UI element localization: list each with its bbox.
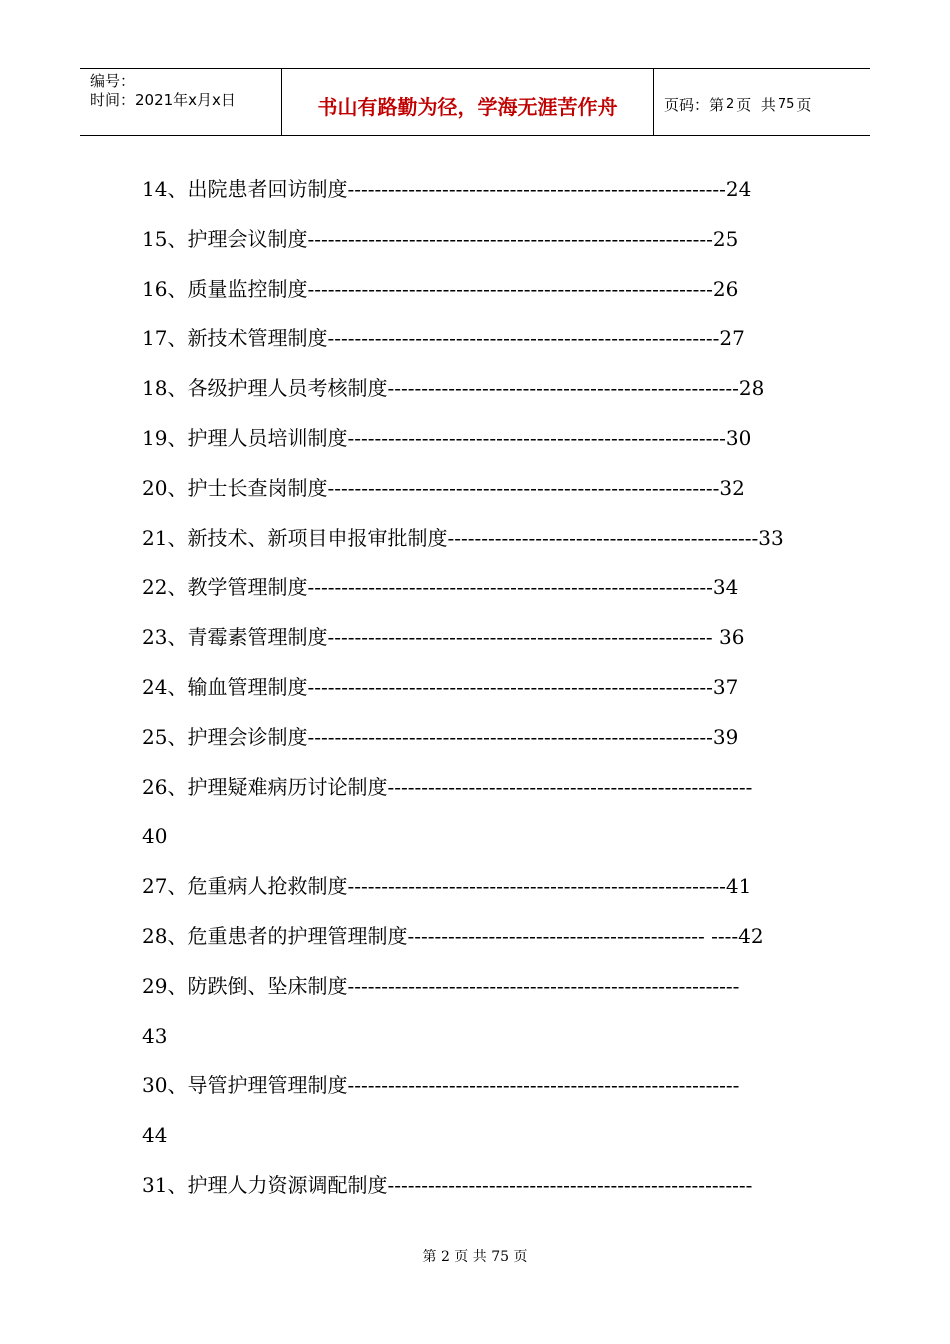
toc-line: 25、护理会诊制度------------------------------------------------------------39	[142, 724, 739, 749]
header-page-info	[654, 69, 870, 135]
toc-line: 22、教学管理制度------------------------------------------------------------34	[142, 575, 739, 600]
table-of-contents	[142, 165, 808, 1211]
toc-line: 44	[142, 1123, 168, 1148]
toc-line: 26、护理疑难病历讨论制度------------------------------------------------------	[142, 774, 753, 799]
page-current: 2	[726, 96, 735, 112]
toc-line: 17、新技术管理制度----------------------------------------------------------27	[142, 326, 745, 351]
time-label: 时间：2021年x月x日	[90, 91, 236, 109]
page-prefix: 页码：第	[664, 95, 725, 114]
page-mid: 页 共	[736, 95, 776, 114]
page-total: 75	[777, 96, 795, 112]
header-meta	[80, 69, 282, 135]
toc-line: 27、危重病人抢救制度--------------------------------------------------------41	[142, 874, 752, 899]
toc-line: 40	[142, 824, 168, 849]
toc-line: 28、危重患者的护理管理制度-------------------------------------------- ----42	[142, 923, 764, 948]
number-label: 编号：	[90, 72, 136, 90]
toc-line: 16、质量监控制度------------------------------------------------------------26	[142, 276, 739, 301]
page-header	[80, 68, 870, 136]
page-suffix: 页	[796, 95, 812, 114]
toc-line: 14、出院患者回访制度--------------------------------------------------------24	[142, 177, 752, 201]
toc-line: 23、青霉素管理制度--------------------------------------------------------- 36	[142, 625, 745, 650]
toc-line: 15、护理会议制度------------------------------------------------------------25	[142, 226, 739, 251]
toc-line: 18、各级护理人员考核制度----------------------------------------------------28	[142, 376, 765, 401]
toc-line: 31、护理人力资源调配制度------------------------------------------------------	[142, 1172, 753, 1197]
toc-line: 20、护士长查岗制度----------------------------------------------------------32	[142, 475, 745, 500]
toc-line: 43	[142, 1023, 168, 1048]
toc-line: 19、护理人员培训制度--------------------------------------------------------30	[142, 425, 752, 450]
header-motto: 书山有路勤为径，学海无涯苦作舟	[282, 69, 654, 135]
page-footer: 第 2 页 共 75 页	[422, 1249, 528, 1265]
toc-line: 30、导管护理管理制度----------------------------------------------------------	[142, 1073, 740, 1098]
toc-line: 29、防跌倒、坠床制度----------------------------------------------------------	[142, 973, 740, 998]
toc-line: 21、新技术、新项目申报审批制度----------------------------------------------33	[142, 525, 784, 550]
toc-line: 24、输血管理制度------------------------------------------------------------37	[142, 674, 739, 699]
